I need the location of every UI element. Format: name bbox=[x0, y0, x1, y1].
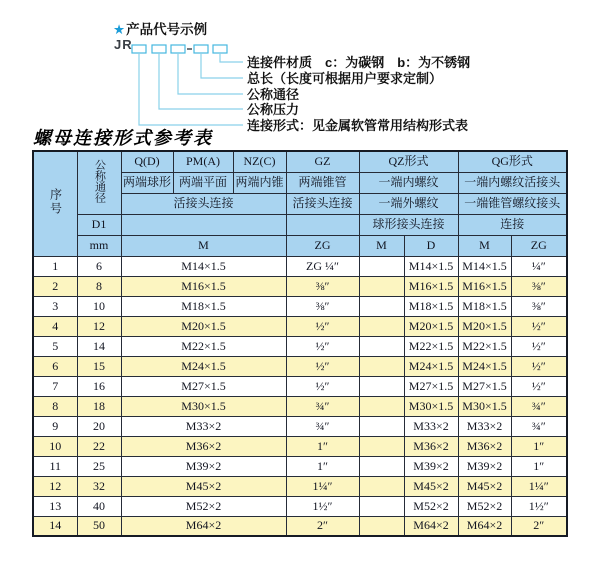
cell-qz-d: M22×1.5 bbox=[404, 336, 458, 356]
table-row bbox=[33, 296, 567, 316]
header-col-qz: QZ形式 bbox=[359, 151, 458, 172]
cell-qz-d: M45×2 bbox=[404, 476, 458, 496]
header-col-gz: GZ bbox=[286, 151, 359, 172]
table-row bbox=[33, 396, 567, 416]
table-row bbox=[33, 376, 567, 396]
cell-qz-m bbox=[359, 396, 404, 416]
cell-dn: 10 bbox=[77, 296, 121, 316]
cell-qz-m bbox=[359, 336, 404, 356]
cell-qg-m: M64×2 bbox=[458, 516, 511, 536]
cell-dn: 25 bbox=[77, 456, 121, 476]
header-nz-desc: 两端内锥 bbox=[233, 172, 286, 193]
cell-gz-zg: 1¼″ bbox=[286, 476, 359, 496]
connector-diameter bbox=[178, 53, 243, 94]
cell-qz-d: M33×2 bbox=[404, 416, 458, 436]
cell-gz-zg: ⅜″ bbox=[286, 296, 359, 316]
table-row bbox=[33, 476, 567, 496]
cell-gz-zg: 1″ bbox=[286, 436, 359, 456]
cell-gz-zg: ⅜″ bbox=[286, 276, 359, 296]
label-nominal-pressure: 公称压力 bbox=[247, 102, 300, 117]
cell-m-thread: M39×2 bbox=[121, 456, 286, 476]
code-example-title-text: 产品代号示例 bbox=[126, 22, 208, 37]
header-dn-text: 公称通径 bbox=[93, 159, 106, 204]
header-blank-left bbox=[121, 214, 286, 235]
cell-qz-m bbox=[359, 256, 404, 276]
cell-dn: 14 bbox=[77, 336, 121, 356]
cell-qz-d: M64×2 bbox=[404, 516, 458, 536]
header-col-pm: PM(A) bbox=[173, 151, 233, 172]
cell-dn: 40 bbox=[77, 496, 121, 516]
table-row bbox=[33, 356, 567, 376]
header-col-qg: QG形式 bbox=[458, 151, 567, 172]
header-unit-m-qg: M bbox=[458, 235, 511, 256]
header-qg-desc1: 一端内螺纹活接头 bbox=[458, 172, 567, 193]
header-joint-gz: 活接头连接 bbox=[286, 193, 359, 214]
cell-qz-d: M18×1.5 bbox=[404, 296, 458, 316]
header-unit-zg-gz: ZG bbox=[286, 235, 359, 256]
cell-m-thread: M52×2 bbox=[121, 496, 286, 516]
cell-seq: 3 bbox=[33, 296, 77, 316]
code-example-title bbox=[113, 18, 207, 38]
cell-qz-m bbox=[359, 276, 404, 296]
cell-qg-zg: ⅜″ bbox=[511, 276, 567, 296]
header-seq bbox=[33, 151, 77, 256]
cell-dn: 16 bbox=[77, 376, 121, 396]
cell-qg-zg: ¼″ bbox=[511, 256, 567, 276]
cell-dn: 15 bbox=[77, 356, 121, 376]
code-prefix: JR bbox=[114, 37, 133, 52]
cell-qg-m: M30×1.5 bbox=[458, 396, 511, 416]
cell-seq: 6 bbox=[33, 356, 77, 376]
table-body bbox=[33, 256, 567, 536]
cell-m-thread: M14×1.5 bbox=[121, 256, 286, 276]
cell-qg-m: M24×1.5 bbox=[458, 356, 511, 376]
header-unit-zg-qg: ZG bbox=[511, 235, 567, 256]
label-connection-form: 连接形式：见金属软管常用结构形式表 bbox=[247, 118, 469, 133]
cell-qg-zg: ¾″ bbox=[511, 396, 567, 416]
cell-qz-d: M14×1.5 bbox=[404, 256, 458, 276]
cell-qz-d: M39×2 bbox=[404, 456, 458, 476]
cell-dn: 8 bbox=[77, 276, 121, 296]
cell-m-thread: M45×2 bbox=[121, 476, 286, 496]
header-col-nz: NZ(C) bbox=[233, 151, 286, 172]
star-icon: ★ bbox=[113, 22, 126, 37]
header-unit-m-left: M bbox=[121, 235, 286, 256]
label-nominal-diameter: 公称通径 bbox=[247, 87, 300, 102]
cell-dn: 50 bbox=[77, 516, 121, 536]
cell-qz-m bbox=[359, 316, 404, 336]
header-blank-gz bbox=[286, 214, 359, 235]
table-title: 螺母连接形式参考表 bbox=[33, 128, 213, 149]
cell-qg-m: M16×1.5 bbox=[458, 276, 511, 296]
cell-qz-d: M20×1.5 bbox=[404, 316, 458, 336]
header-d1: D1 bbox=[77, 214, 121, 235]
table-row bbox=[33, 276, 567, 296]
label-total-length: 总长（长度可根据用户要求定制） bbox=[247, 71, 443, 86]
cell-qg-m: M45×2 bbox=[458, 476, 511, 496]
cell-m-thread: M22×1.5 bbox=[121, 336, 286, 356]
header-unit-m-qz: M bbox=[359, 235, 404, 256]
header-joint-left: 活接头连接 bbox=[121, 193, 286, 214]
cell-qg-zg: 2″ bbox=[511, 516, 567, 536]
cell-qg-zg: 1¼″ bbox=[511, 476, 567, 496]
cell-gz-zg: ½″ bbox=[286, 336, 359, 356]
header-gz-desc: 两端锥管 bbox=[286, 172, 359, 193]
label-material: 连接件材质 c：为碳钢 b：为不锈钢 bbox=[247, 55, 471, 70]
cell-qz-m bbox=[359, 476, 404, 496]
cell-qg-zg: 1½″ bbox=[511, 496, 567, 516]
header-seq-text: 序号 bbox=[48, 188, 63, 217]
cell-qg-zg: ½″ bbox=[511, 376, 567, 396]
cell-seq: 4 bbox=[33, 316, 77, 336]
cell-qg-m: M52×2 bbox=[458, 496, 511, 516]
header-qz-desc1: 一端内螺纹 bbox=[359, 172, 458, 193]
header-qz-conn: 球形接头连接 bbox=[359, 214, 458, 235]
cell-m-thread: M27×1.5 bbox=[121, 376, 286, 396]
cell-qz-m bbox=[359, 296, 404, 316]
cell-qz-m bbox=[359, 356, 404, 376]
cell-gz-zg: ½″ bbox=[286, 356, 359, 376]
cell-qz-d: M24×1.5 bbox=[404, 356, 458, 376]
table-row bbox=[33, 336, 567, 356]
header-col-q: Q(D) bbox=[121, 151, 173, 172]
cell-seq: 10 bbox=[33, 436, 77, 456]
cell-gz-zg: ¾″ bbox=[286, 396, 359, 416]
cell-seq: 13 bbox=[33, 496, 77, 516]
cell-qz-m bbox=[359, 376, 404, 396]
table-row bbox=[33, 256, 567, 276]
cell-qg-zg: ⅜″ bbox=[511, 296, 567, 316]
connector-form bbox=[139, 53, 243, 125]
code-box-2 bbox=[152, 45, 166, 53]
cell-qg-zg: ¾″ bbox=[511, 416, 567, 436]
cell-gz-zg: 1″ bbox=[286, 456, 359, 476]
header-q-desc: 两端球形 bbox=[121, 172, 173, 193]
cell-seq: 2 bbox=[33, 276, 77, 296]
header-qz-desc2: 一端外螺纹 bbox=[359, 193, 458, 214]
header-pm-desc: 两端平面 bbox=[173, 172, 233, 193]
connector-material bbox=[220, 53, 243, 62]
cell-seq: 8 bbox=[33, 396, 77, 416]
cell-m-thread: M36×2 bbox=[121, 436, 286, 456]
cell-qg-zg: ½″ bbox=[511, 356, 567, 376]
cell-qg-m: M36×2 bbox=[458, 436, 511, 456]
cell-qz-m bbox=[359, 516, 404, 536]
cell-m-thread: M24×1.5 bbox=[121, 356, 286, 376]
header-qg-desc2: 一端锥管螺纹接头 bbox=[458, 193, 567, 214]
table-row bbox=[33, 516, 567, 536]
cell-qz-d: M30×1.5 bbox=[404, 396, 458, 416]
cell-qg-m: M27×1.5 bbox=[458, 376, 511, 396]
cell-qz-d: M27×1.5 bbox=[404, 376, 458, 396]
cell-seq: 9 bbox=[33, 416, 77, 436]
code-box-1 bbox=[132, 45, 146, 53]
cell-gz-zg: ½″ bbox=[286, 316, 359, 336]
cell-seq: 14 bbox=[33, 516, 77, 536]
cell-dn: 22 bbox=[77, 436, 121, 456]
code-box-5 bbox=[213, 45, 227, 53]
cell-dn: 32 bbox=[77, 476, 121, 496]
cell-qg-m: M22×1.5 bbox=[458, 336, 511, 356]
cell-qg-zg: 1″ bbox=[511, 436, 567, 456]
cell-seq: 12 bbox=[33, 476, 77, 496]
connector-length bbox=[201, 53, 243, 78]
cell-seq: 11 bbox=[33, 456, 77, 476]
cell-m-thread: M33×2 bbox=[121, 416, 286, 436]
cell-m-thread: M64×2 bbox=[121, 516, 286, 536]
table-header bbox=[33, 151, 567, 256]
cell-dn: 6 bbox=[77, 256, 121, 276]
cell-qg-zg: ½″ bbox=[511, 316, 567, 336]
cell-qg-m: M39×2 bbox=[458, 456, 511, 476]
cell-dn: 18 bbox=[77, 396, 121, 416]
cell-qg-m: M18×1.5 bbox=[458, 296, 511, 316]
cell-qg-m: M20×1.5 bbox=[458, 316, 511, 336]
cell-gz-zg: ¾″ bbox=[286, 416, 359, 436]
cell-qg-zg: 1″ bbox=[511, 456, 567, 476]
cell-qz-d: M36×2 bbox=[404, 436, 458, 456]
table-row bbox=[33, 456, 567, 476]
cell-qz-m bbox=[359, 496, 404, 516]
cell-gz-zg: 1½″ bbox=[286, 496, 359, 516]
cell-qz-d: M52×2 bbox=[404, 496, 458, 516]
cell-qz-m bbox=[359, 436, 404, 456]
cell-m-thread: M18×1.5 bbox=[121, 296, 286, 316]
cell-dn: 12 bbox=[77, 316, 121, 336]
cell-m-thread: M20×1.5 bbox=[121, 316, 286, 336]
header-unit-d-qz: D bbox=[404, 235, 458, 256]
cell-seq: 5 bbox=[33, 336, 77, 356]
cell-gz-zg: 2″ bbox=[286, 516, 359, 536]
header-dn bbox=[77, 151, 121, 214]
cell-seq: 7 bbox=[33, 376, 77, 396]
table-row bbox=[33, 496, 567, 516]
code-box-3 bbox=[171, 45, 185, 53]
cell-qz-d: M16×1.5 bbox=[404, 276, 458, 296]
table-row bbox=[33, 436, 567, 456]
cell-seq: 1 bbox=[33, 256, 77, 276]
header-qg-conn: 连接 bbox=[458, 214, 567, 235]
cell-dn: 20 bbox=[77, 416, 121, 436]
cell-qg-m: M14×1.5 bbox=[458, 256, 511, 276]
cell-gz-zg: ½″ bbox=[286, 376, 359, 396]
cell-qg-m: M33×2 bbox=[458, 416, 511, 436]
code-box-4 bbox=[194, 45, 208, 53]
header-mm: mm bbox=[77, 235, 121, 256]
cell-qg-zg: ½″ bbox=[511, 336, 567, 356]
cell-qz-m bbox=[359, 416, 404, 436]
cell-m-thread: M16×1.5 bbox=[121, 276, 286, 296]
table-row bbox=[33, 416, 567, 436]
table-row bbox=[33, 316, 567, 336]
cell-m-thread: M30×1.5 bbox=[121, 396, 286, 416]
cell-gz-zg: ZG ¼″ bbox=[286, 256, 359, 276]
cell-qz-m bbox=[359, 456, 404, 476]
nut-connection-reference-table bbox=[32, 150, 568, 537]
